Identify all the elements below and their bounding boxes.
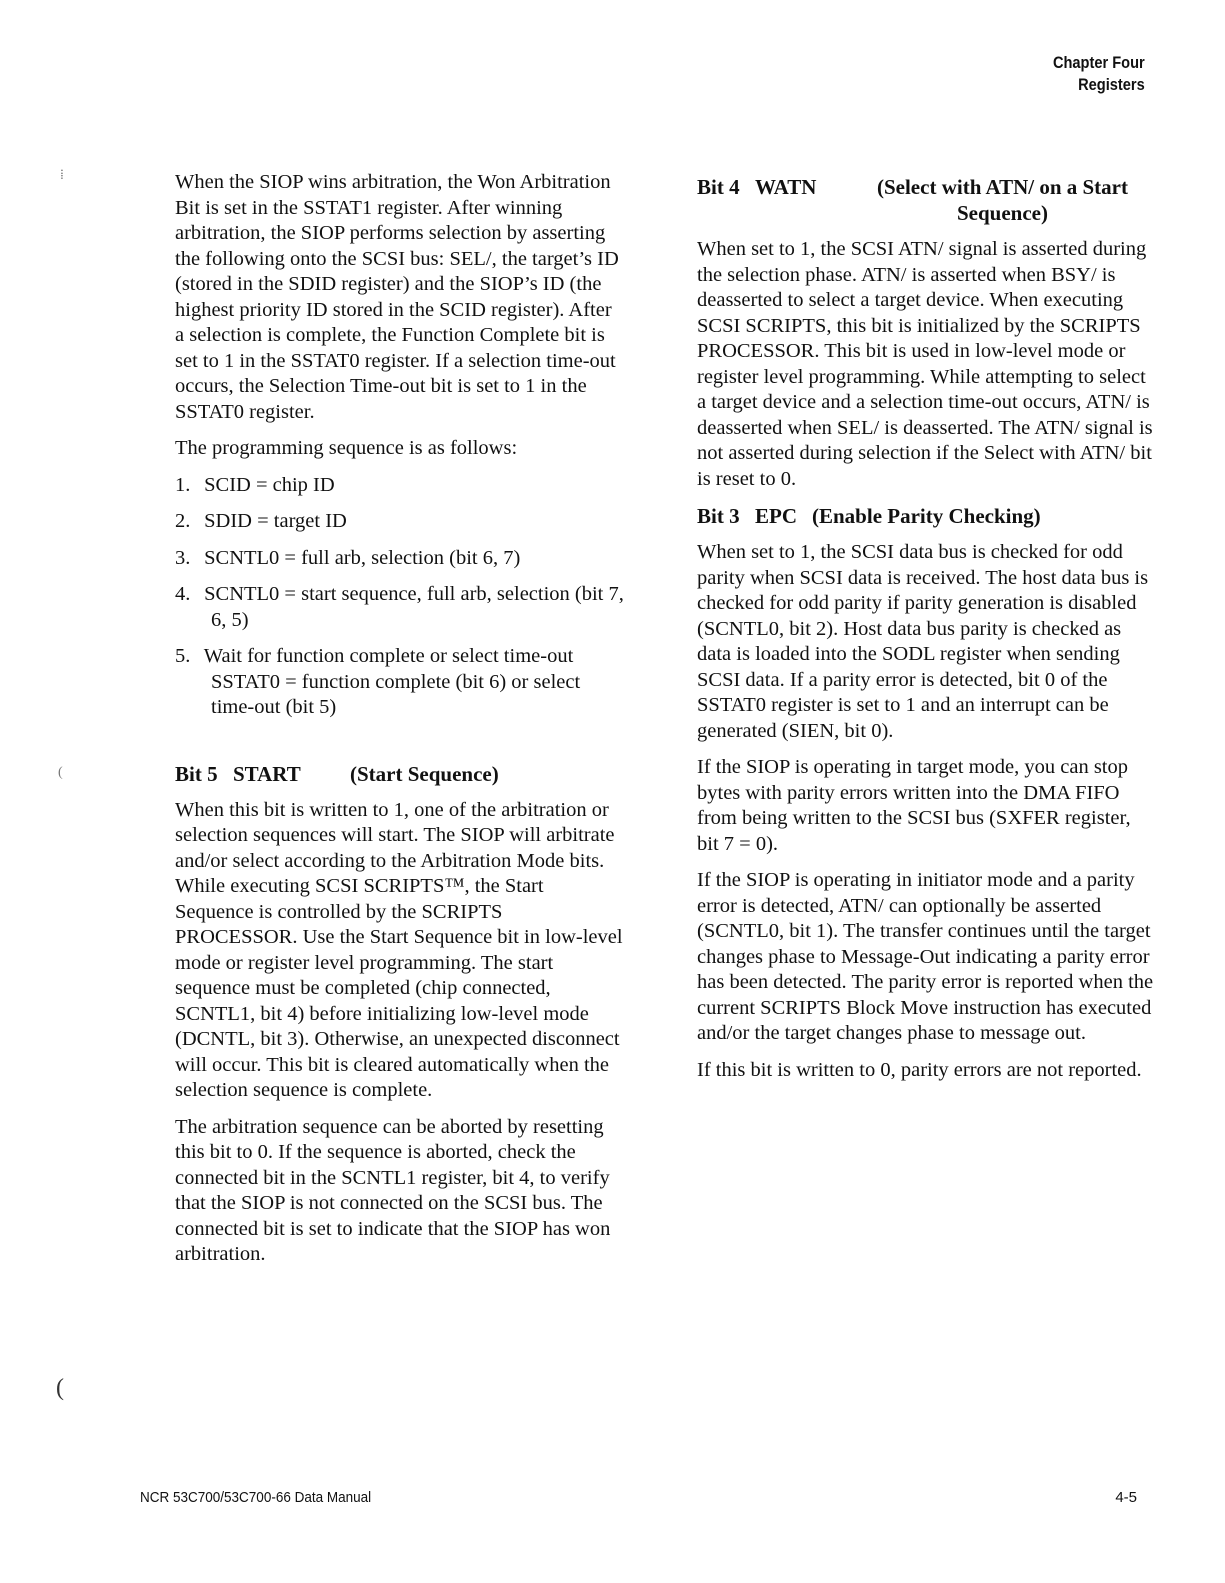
right-column	[697, 174, 1157, 1094]
section-title: Registers	[1078, 75, 1145, 94]
sequence-intro: The programming sequence is as follows:	[175, 437, 518, 459]
list-item	[175, 644, 625, 721]
bit4-paragraph: When set to 1, the SCSI ATN/ signal is asserted during the selection phase. ATN/ is asserted when BSY/ is deasserted to select a target device. When executing SCSI SCRIPTS, this bit is initialized by the SCRIPTS PROCESSOR. This bit is used in low-level mode or register level programming. While attempting to select a target device and a selection time-out occurs, ATN/ is deasserted when SEL/ is deasserted. The ATN/ signal is not asserted during selection if the Select with ATN/ bit is reset to 0.	[697, 238, 1153, 490]
list-number: 4.	[175, 583, 191, 605]
page-number: 4-5	[1115, 1489, 1137, 1506]
running-header	[1053, 52, 1145, 96]
list-item	[175, 546, 625, 572]
bit4-heading	[697, 174, 1157, 226]
bit-title: (Start Sequence)	[350, 761, 499, 786]
list-item	[175, 582, 625, 633]
bit5-paragraph: When this bit is written to 1, one of the arbitration or selection sequences will start. The SIOP will arbitrate and/or select according to the Arbitration Mode bits. While executing SCSI SCRIPTS™, the Start Sequence is controlled by the SCRIPTS PROCESSOR. Use the Start Sequence bit in low-level mode or register level programming. The start sequence must be completed (chip connected, SCNTL1, bit 4) before initializing low-level mode (DCNTL, bit 3). Otherwise, an unexpected disconnect will occur. This bit is cleared automatically when the selection sequence is complete.	[175, 798, 623, 1101]
bit5-heading	[175, 761, 625, 787]
bit3-heading	[697, 503, 1157, 529]
list-number: 1.	[175, 473, 191, 496]
scan-mark: ⁞	[60, 168, 64, 183]
list-text: Wait for function complete or select time-out SSTAT0 = function complete (bit 6) or select time-out (bit 5)	[203, 645, 581, 718]
list-text: SCNTL0 = full arb, selection (bit 6, 7)	[204, 546, 521, 569]
bit3-paragraph: When set to 1, the SCSI data bus is checked for odd parity when SCSI data is received. The host data bus is checked for odd parity if parity generation is disabled (SCNTL0, bit 2). Host data bus parity is checked as data is loaded into the SODL register when sending SCSI data. If a parity error is detected, bit 0 of the SSTAT0 register is set to 1 and an interrupt can be generated (SIEN, bit 0).	[697, 541, 1149, 742]
list-number: 3.	[175, 546, 191, 569]
list-item	[175, 509, 625, 535]
bit3-paragraph: If this bit is written to 0, parity errors are not reported.	[697, 1058, 1142, 1081]
list-text: SCNTL0 = start sequence, full arb, selection (bit 7, 6, 5)	[204, 583, 624, 631]
list-number: 5.	[175, 645, 191, 667]
bit-mnemonic: START	[233, 761, 301, 786]
list-text: SDID = target ID	[204, 510, 347, 532]
list-number: 2.	[175, 510, 191, 532]
intro-paragraph: When the SIOP wins arbitration, the Won Arbitration Bit is set in the SSTAT1 register. After winning arbitration, the SIOP performs selection by asserting the following onto the SCSI bus: SEL/, the target’s ID (stored in the SDID register) and the SIOP’s ID (the highest priority ID stored in the SCID register). After a selection is complete, the Function Complete bit is set to 1 in the SSTAT0 register. If a selection time-out occurs, the Selection Time-out bit is set to 1 in the SSTAT0 register.	[175, 171, 619, 423]
left-column	[175, 170, 625, 1279]
bit-mnemonic: WATN	[755, 175, 817, 199]
bit-title: (Enable Parity Checking)	[812, 504, 1041, 528]
bit-number: Bit 5	[175, 761, 218, 786]
bit3-paragraph: If the SIOP is operating in target mode, you can stop bytes with parity errors written into the DMA FIFO from being written to the SCSI bus (SXFER register, bit 7 = 0).	[697, 756, 1131, 855]
bit-title: (Select with ATN/ on a Start Sequence)	[876, 175, 1128, 225]
manual-title: NCR 53C700/53C700-66 Data Manual	[140, 1489, 372, 1506]
chapter-title: Chapter Four	[1053, 53, 1145, 72]
list-text: SCID = chip ID	[204, 473, 335, 496]
bit-number: Bit 3	[697, 504, 740, 528]
bit3-paragraph: If the SIOP is operating in initiator mode and a parity error is detected, ATN/ can optionally be asserted (SCNTL0, bit 1). The transfer continues until the target changes phase to Message-Out indicating a parity error has been detected. The parity error is reported when the current SCRIPTS Block Move instruction has executed and/or the target changes phase to message out.	[697, 869, 1154, 1044]
bit-mnemonic: EPC	[755, 504, 797, 528]
scan-mark: (	[58, 765, 63, 780]
bit5-paragraph: The arbitration sequence can be aborted by resetting this bit to 0. If the sequence is aborted, check the connected bit in the SCNTL1 register, bit 4, to verify that the SIOP is not connected on the SCSI bus. The connected bit is set to indicate that the SIOP has won arbitration.	[175, 1115, 611, 1265]
bit-number: Bit 4	[697, 175, 740, 199]
scan-mark: (	[56, 1375, 64, 1401]
list-item	[175, 473, 625, 499]
